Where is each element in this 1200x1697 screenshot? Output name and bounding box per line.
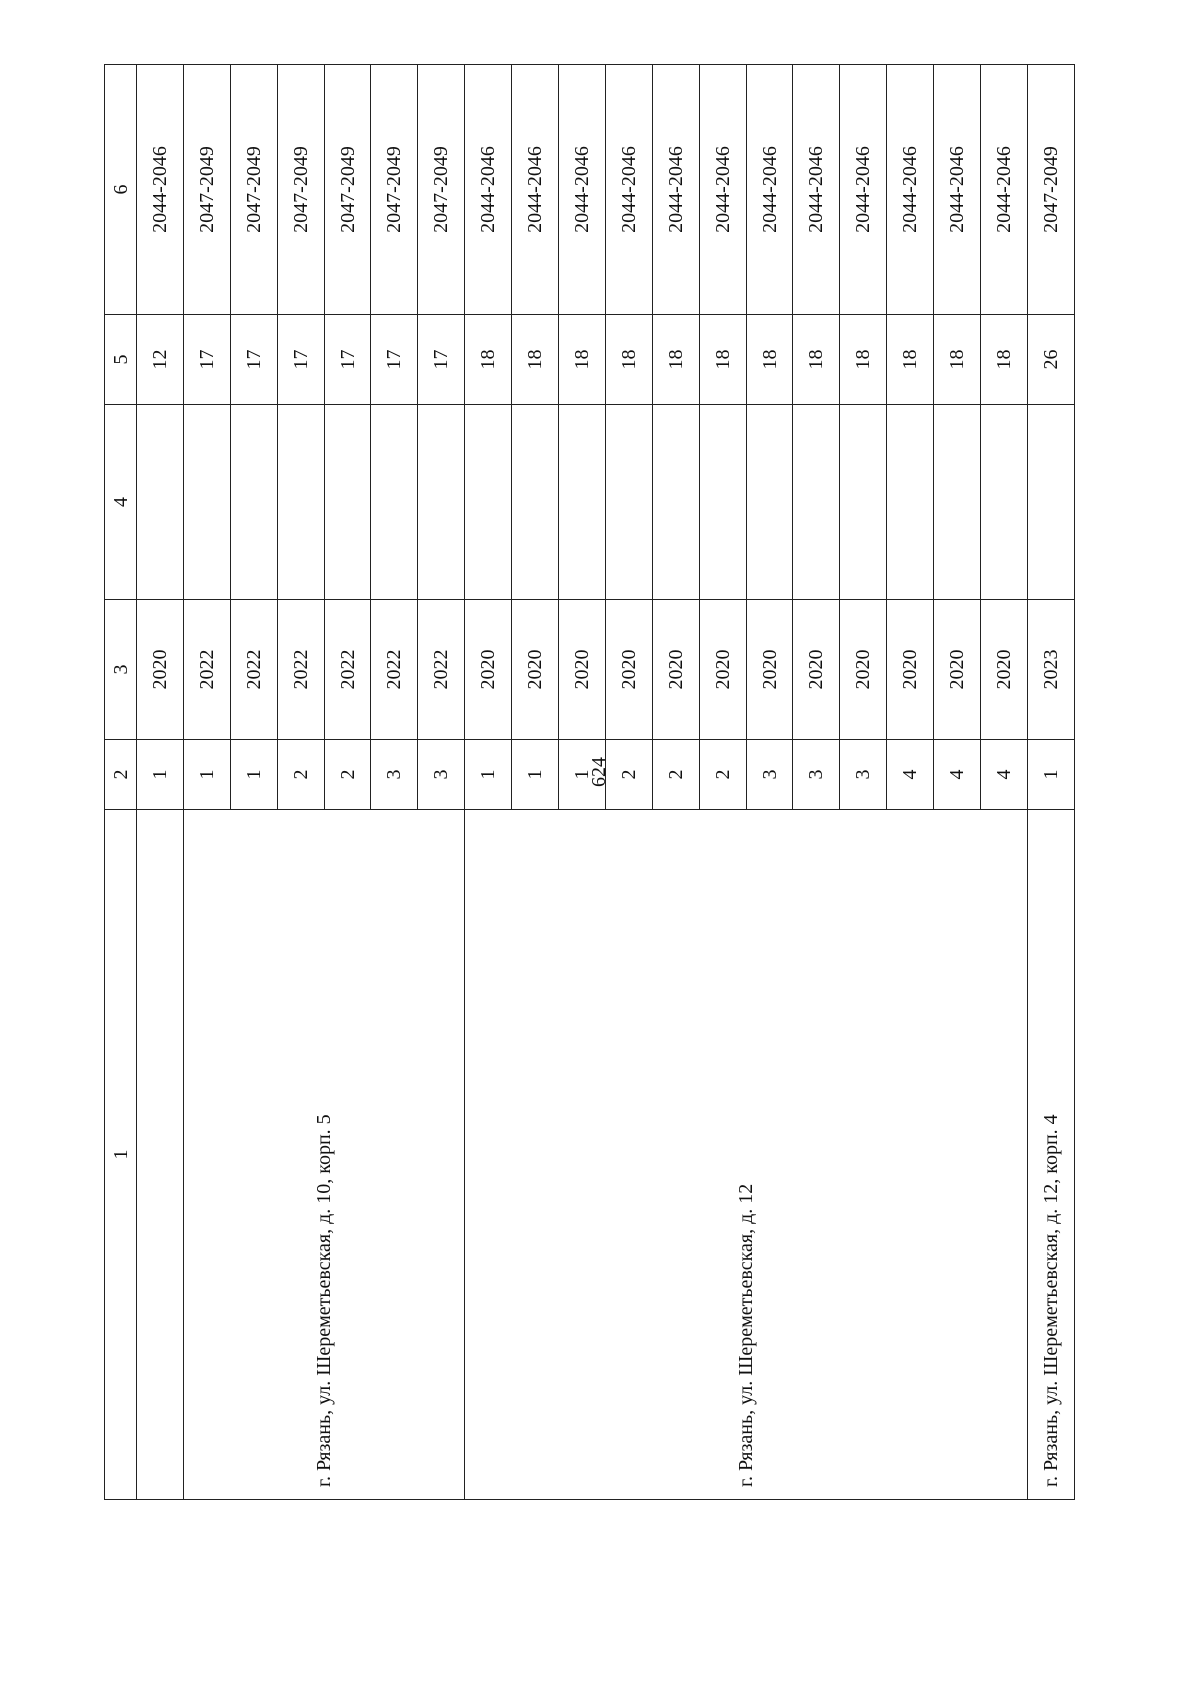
cell-c3: 2022 <box>371 600 418 740</box>
cell-c3: 2022 <box>183 600 230 740</box>
table-row <box>137 65 184 1500</box>
cell-c2: 1 <box>512 740 559 810</box>
cell-c6: 2047-2049 <box>183 65 230 315</box>
header-row <box>105 65 137 1500</box>
header-cell-2: 2 <box>105 740 137 810</box>
cell-c4 <box>793 405 840 600</box>
cell-c6: 2047-2049 <box>1027 65 1074 315</box>
cell-c2: 3 <box>418 740 465 810</box>
cell-c6: 2047-2049 <box>371 65 418 315</box>
cell-c2: 3 <box>793 740 840 810</box>
cell-c5: 17 <box>230 315 277 405</box>
cell-c2: 2 <box>277 740 324 810</box>
header-cell-4: 4 <box>105 405 137 600</box>
cell-c6: 2047-2049 <box>418 65 465 315</box>
cell-c5: 18 <box>512 315 559 405</box>
cell-c5: 18 <box>934 315 981 405</box>
header-cell-6: 6 <box>105 65 137 315</box>
table-row <box>183 65 230 1500</box>
schedule-table <box>104 64 1075 1500</box>
cell-c5: 18 <box>793 315 840 405</box>
cell-c4 <box>418 405 465 600</box>
cell-c5: 12 <box>137 315 184 405</box>
cell-c3: 2020 <box>840 600 887 740</box>
cell-c5: 26 <box>1027 315 1074 405</box>
cell-c2: 1 <box>230 740 277 810</box>
cell-c3: 2022 <box>418 600 465 740</box>
cell-c5: 18 <box>605 315 652 405</box>
cell-c4 <box>652 405 699 600</box>
cell-c6: 2044-2046 <box>465 65 512 315</box>
cell-c5: 18 <box>981 315 1028 405</box>
cell-c6: 2044-2046 <box>512 65 559 315</box>
cell-c6: 2044-2046 <box>793 65 840 315</box>
cell-c3: 2022 <box>277 600 324 740</box>
cell-c5: 18 <box>559 315 606 405</box>
cell-c3: 2020 <box>746 600 793 740</box>
cell-c6: 2044-2046 <box>652 65 699 315</box>
cell-c5: 18 <box>887 315 934 405</box>
cell-c4 <box>324 405 371 600</box>
cell-c5: 18 <box>652 315 699 405</box>
table-row <box>1027 65 1074 1500</box>
cell-c6: 2044-2046 <box>559 65 606 315</box>
address-cell: г. Рязань, ул. Шереметьевская, д. 10, корп. 5 <box>183 810 464 1500</box>
cell-c6: 2044-2046 <box>746 65 793 315</box>
cell-c3: 2020 <box>699 600 746 740</box>
cell-c5: 17 <box>371 315 418 405</box>
cell-c6: 2044-2046 <box>934 65 981 315</box>
header-cell-1: 1 <box>105 810 137 1500</box>
cell-c2: 1 <box>1027 740 1074 810</box>
header-cell-3: 3 <box>105 600 137 740</box>
cell-c3: 2020 <box>793 600 840 740</box>
cell-c6: 2044-2046 <box>605 65 652 315</box>
cell-c4 <box>230 405 277 600</box>
address-cell: г. Рязань, ул. Шереметьевская, д. 12 <box>465 810 1028 1500</box>
cell-c3: 2020 <box>512 600 559 740</box>
cell-c4 <box>934 405 981 600</box>
cell-c6: 2044-2046 <box>137 65 184 315</box>
address-cell: г. Рязань, ул. Шереметьевская, д. 12, корп. 4 <box>1027 810 1074 1500</box>
cell-c2: 1 <box>137 740 184 810</box>
cell-c3: 2020 <box>981 600 1028 740</box>
cell-c5: 18 <box>465 315 512 405</box>
cell-c4 <box>559 405 606 600</box>
cell-c2: 2 <box>699 740 746 810</box>
page-number: 624 <box>588 757 610 787</box>
cell-c4 <box>1027 405 1074 600</box>
cell-c3: 2020 <box>605 600 652 740</box>
cell-c4 <box>840 405 887 600</box>
cell-c2: 2 <box>605 740 652 810</box>
cell-c4 <box>371 405 418 600</box>
cell-c2: 4 <box>934 740 981 810</box>
cell-c6: 2044-2046 <box>981 65 1028 315</box>
cell-c3: 2020 <box>465 600 512 740</box>
cell-c2: 1 <box>183 740 230 810</box>
cell-c2: 2 <box>324 740 371 810</box>
cell-c4 <box>137 405 184 600</box>
cell-c2: 2 <box>652 740 699 810</box>
header-cell-5: 5 <box>105 315 137 405</box>
cell-c5: 18 <box>746 315 793 405</box>
cell-c4 <box>981 405 1028 600</box>
cell-c6: 2047-2049 <box>277 65 324 315</box>
cell-c5: 18 <box>699 315 746 405</box>
cell-c5: 17 <box>324 315 371 405</box>
cell-c2: 3 <box>371 740 418 810</box>
table-row <box>465 65 512 1500</box>
cell-c4 <box>465 405 512 600</box>
address-cell <box>137 810 184 1500</box>
rotated-table-container <box>104 65 1075 1500</box>
cell-c2: 3 <box>746 740 793 810</box>
cell-c2: 3 <box>840 740 887 810</box>
cell-c4 <box>887 405 934 600</box>
cell-c2: 4 <box>887 740 934 810</box>
cell-c5: 17 <box>418 315 465 405</box>
schedule-table-body <box>105 65 1075 1500</box>
cell-c4 <box>605 405 652 600</box>
cell-c4 <box>746 405 793 600</box>
cell-c5: 17 <box>277 315 324 405</box>
cell-c4 <box>512 405 559 600</box>
cell-c3: 2020 <box>559 600 606 740</box>
cell-c6: 2044-2046 <box>887 65 934 315</box>
cell-c6: 2044-2046 <box>840 65 887 315</box>
cell-c5: 17 <box>183 315 230 405</box>
cell-c2: 1 <box>559 740 606 810</box>
cell-c2: 4 <box>981 740 1028 810</box>
cell-c5: 18 <box>840 315 887 405</box>
cell-c3: 2020 <box>137 600 184 740</box>
cell-c3: 2020 <box>652 600 699 740</box>
cell-c2: 1 <box>465 740 512 810</box>
cell-c4 <box>277 405 324 600</box>
cell-c6: 2047-2049 <box>324 65 371 315</box>
cell-c3: 2020 <box>934 600 981 740</box>
cell-c3: 2022 <box>230 600 277 740</box>
cell-c3: 2020 <box>887 600 934 740</box>
cell-c6: 2047-2049 <box>230 65 277 315</box>
cell-c4 <box>183 405 230 600</box>
cell-c6: 2044-2046 <box>699 65 746 315</box>
cell-c3: 2023 <box>1027 600 1074 740</box>
cell-c4 <box>699 405 746 600</box>
cell-c3: 2022 <box>324 600 371 740</box>
